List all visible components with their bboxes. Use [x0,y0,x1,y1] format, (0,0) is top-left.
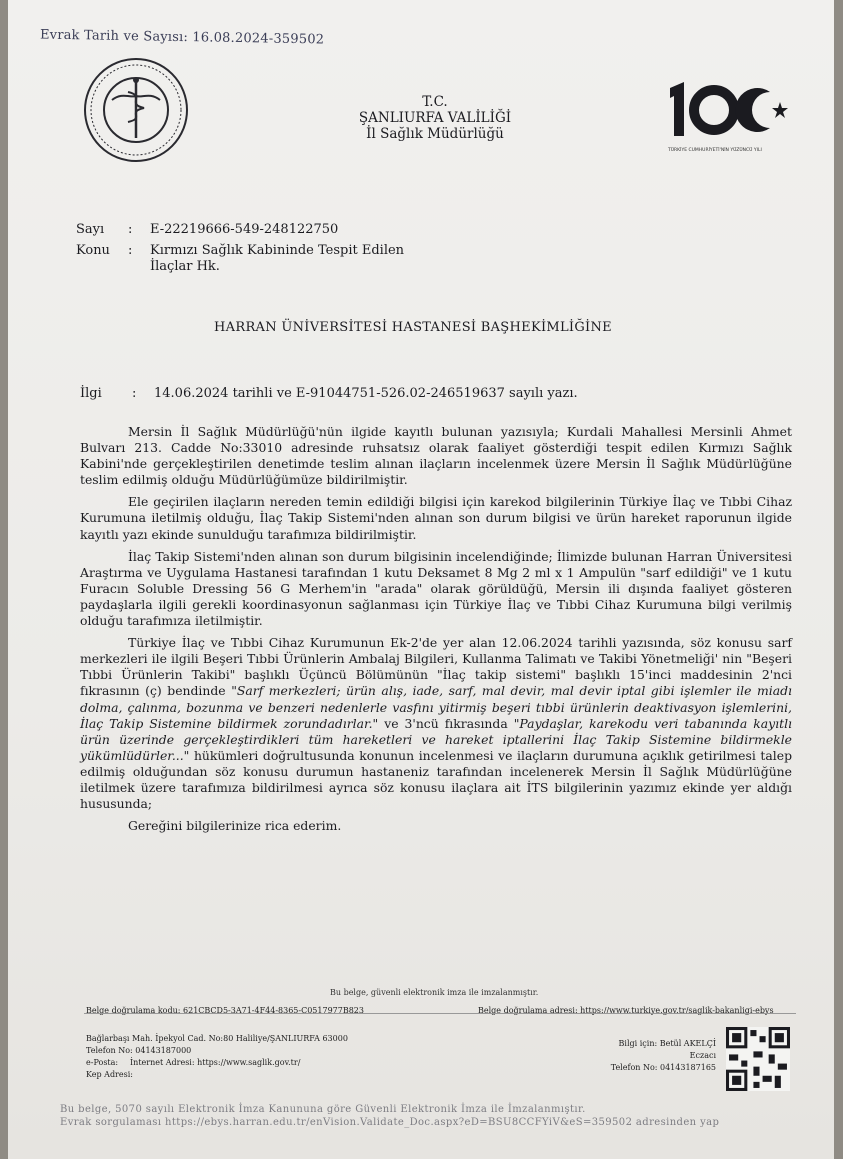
paragraph-3: İlaç Takip Sistemi'nden alınan son durum bilgisinin incelendiğinde; İlimizde bulunan Harran Üniversitesi Araştırma ve Uygulama Hastanesi tarafından 1 kutu Deksamet 8 Mg 2 ml x 1 Ampulün "sarf edildiği" ve 1 kutu Furacın Soluble Dressing 56 G Merhem'in "arada" olarak görüldüğü, Mersin ili dışında faaliyet gösteren paydaşlarla ilgili gerekli koordinasyonun sağlanması için Türkiye İlaç ve Tıbbi Cihaz Kurumuna bilgi verilmiş olduğu tarafımıza iletilmiştir. [80,548,792,629]
sayi-label: Sayı [76,222,105,237]
paragraph-4 [80,635,792,812]
konu-label: Konu [76,243,110,258]
quote-consumption-centers: "Sarf merkezleri; ürün alış, iade, sarf, mal devir, mal devir iptal gibi işlemler ile miadı dolma, çalınma, bozunma ve benzeri nedenlerle vasfını yitirmiş beşeri tıbbi ürünlerin deaktivasyon işlemlerini, İlaç Takip Sistemine bildirmek zorundadırlar." [80,683,792,731]
footer-address: Bağlarbaşı Mah. İpekyol Cad. No:80 Haliliye/ŞANLIURFA 63000 [86,1034,348,1043]
ilgi-value: 14.06.2024 tarihli ve E-91044751-526.02-246519637 sayılı yazı. [154,386,578,401]
info-person: Bilgi için: Betül AKELÇİ [618,1039,716,1048]
ministry-of-health-seal-icon [82,56,190,164]
sayi-row: Sayı : E-22219666-549-248122750 [76,222,339,237]
quote-stakeholders: "Paydaşlar, karekodu veri tabanında kayıtlı ürün üzerinde gerçekleştirdikleri tüm hareketleri ve hareket iptallerini İlaç Takip Sistemine bildirmekle yükümlüdürler..." [80,715,793,763]
info-title: Eczacı [689,1051,716,1060]
qr-code-icon [726,1027,790,1091]
watermark-line-1: Bu belge, 5070 sayılı Elektronik İmza Kanununa göre Güvenli Elektronik İmza ile İmzalanmıştır. [60,1104,586,1115]
footer-email: e-Posta: [86,1058,119,1067]
verify-code: Belge doğrulama kodu: 621CBCD5-3A71-4F44-8365-C0517977B823 [86,1006,364,1015]
sayi-value: E-22219666-549-248122750 [150,222,339,237]
konu-value-1: Kırmızı Sağlık Kabininde Tespit Edilen [150,243,405,258]
paragraph-2: Ele geçirilen ilaçların nereden temin edildiği bilgisi için karekod bilgilerinin Türkiye İlaç ve Tıbbi Cihaz Kurumuna iletilmiş olduğu, İlaç Takip Sistemi'nden alınan son durum bilgisi ve ürün hareket raporunun ilgide kayıtlı yazı ekinde sunulduğu tarafımıza bildirilmiştir. [80,494,792,542]
header-governorship: ŞANLIURFA VALİLİĞİ [358,110,512,126]
footer-divider [84,1013,796,1014]
header-directorate: İl Sağlık Müdürlüğü [366,126,504,142]
paragraph-4-intro: Türkiye İlaç ve Tıbbi Cihaz Kurumunun Ek-2'de yer alan 12.06.2024 tarihli yazısında, söz konusu sarf merkezleri ile ilgili Beşeri Tıbbi Ürünlerin Ambalaj Bilgileri, Kullanma Talimatı ve Takibi Yönetmeliği' nin "Beşeri Tıbbi Ürünlerin Takibi" başlıklı Üçüncü Bölümünün "İlaç takip sistemi" başlıklı 15'inci maddesinin 2'nci fıkrasının (ç) bendinde [80,635,792,699]
letter-body [80,424,792,840]
turkish-republic-100-year-logo [662,74,792,154]
incoming-document-stamp: Evrak Tarih ve Sayısı: 16.08.2024-359502 [39,27,325,48]
watermark-line-2: Evrak sorgulaması https://ebys.harran.edu.tr/enVision.Validate_Doc.aspx?eD=BSU8CCFYiV&eS=359502 adresinden yap [60,1117,720,1128]
footer-kep: Kep Adresi: [86,1070,133,1079]
footer-contact [86,1033,348,1081]
paragraph-4-link: ve 3'ncü fıkrasında [378,715,514,731]
footer-internet: İnternet Adresi: https://www.saglik.gov.tr/ [130,1058,301,1067]
paragraph-1: Mersin İl Sağlık Müdürlüğü'nün ilgide kayıtlı bulunan yazısıyla; Kurdali Mahallesi Mersinli Ahmet Bulvarı 213. Cadde No:33010 adresinde ruhsatsız olarak faaliyet gösterdiği tespit edilen Kırmızı Sağlık Kabini'nde gerçekleştirilen denetimde teslim alınan ilaçların incelenmek üzere Mersin İl Sağlık Müdürlüğüne teslim edilmiş olduğu Müdürlüğümüze bildirilmiştir. [80,424,792,488]
footer-info [604,1038,716,1074]
addressee: HARRAN ÜNİVERSİTESİ HASTANESİ BAŞHEKİMLİĞİNE [214,320,612,335]
header-tc: T.C. [422,94,448,110]
konu-value-2: İlaçlar Hk. [150,259,220,274]
info-phone: Telefon No: 04143187165 [610,1063,716,1072]
ilgi-row: İlgi : 14.06.2024 tarihli ve E-91044751-526.02-246519637 sayılı yazı. [80,386,578,401]
konu-row: Konu : Kırmızı Sağlık Kabininde Tespit Edilen [76,243,405,258]
footer-phone: Telefon No: 04143187000 [86,1046,192,1055]
paragraph-4-outro: hükümleri doğrultusunda konunun incelenmesi ve ilaçların durumuna açıklık getirilmesi talep edilmiş olduğundan söz konusu durumun hastaneniz tarafından incelenerek Mersin İl Sağlık Müdürlüğüne iletilmek üzere tarafımıza bildirilmesi ayrıca söz konusu ilaçlara ait İTS bilgilerinin yazımız ekinde yer aldığı hususunda; [80,747,792,812]
ilgi-label: İlgi [80,386,102,401]
letterhead [290,94,580,142]
logo-caption: TÜRKİYE CUMHURİYETİ'NİN YÜZÜNCÜ YILI [668,148,762,153]
closing-line: Gereğini bilgilerinize rica ederim. [128,818,342,834]
esign-note: Bu belge, güvenli elektronik imza ile imzalanmıştır. [330,988,539,997]
verify-address: Belge doğrulama adresi: https://www.turkiye.gov.tr/saglik-bakanligi-ebys [478,1006,774,1015]
